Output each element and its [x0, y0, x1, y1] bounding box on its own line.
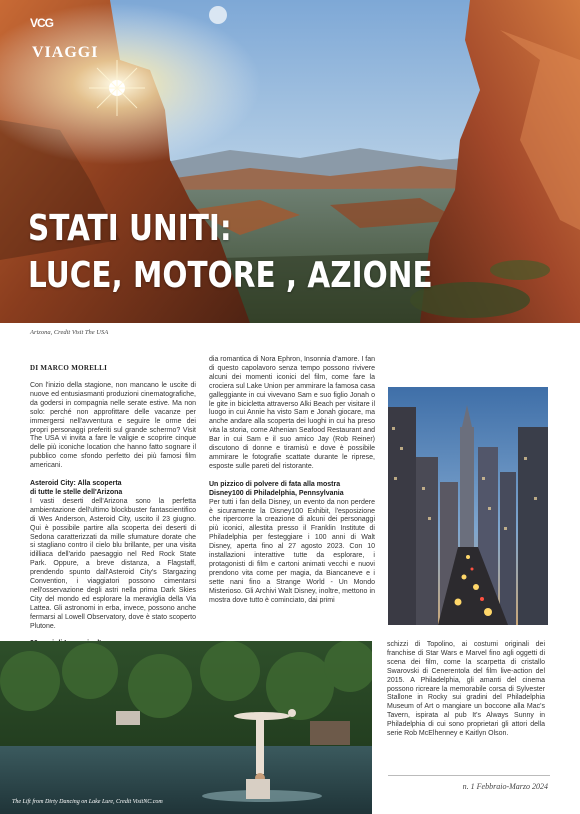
footer-divider [388, 775, 550, 776]
subheading-disney-1: Un pizzico di polvere di fata alla mostra [209, 480, 341, 488]
disney-paragraph: Per tutti i fan della Disney, un evento da non perdere è sicuramente la Disney100 Exhibit, l'esposizione che ripercorre la creazione di alcuni dei personaggi più iconici, allestita presso il Franklin Institute di Philadelphia per festeggiare i 100 anni di Walt Disney, aperta fino al 27 agosto 2023. Con 10 installazioni interattive tutte da esplorare, i protagonisti di film e cartoni animati vecchi e nuovi prendono vita come per magia, da Biancaneve e i sette nani fino a Strange World - Un Mondo Misterioso. Gli Archivi Walt Disney, inoltre, mettono in mostra dove tutto è cominciato, dai primi [209, 498, 375, 604]
article-headline [28, 205, 433, 299]
magazine-logo: VCG [30, 16, 54, 30]
issue-folio: n. 1 Febbraio-Marzo 2024 [462, 782, 548, 791]
disney-continued-paragraph: schizzi di Topolino, ai costumi originali dei franchise di Star Wars e Marvel fino agli oggetti di scena dei film, come la scarpetta di cristallo Swarovski di Cenerentola del film live-action del 2015. A Philadelphia, gli amanti del cinema possono ricreare la memorabile corsa di Sylvester Stallone in Rocky sui gradini del Philadelphia Museum of Art o mangiare un boccone alla Mac's Tavern, ispirata al pub It's Always Sunny in Philadelphia di cui sono proprietari gli attori della serie Rob McElhenney e Kaitlyn Olson. [387, 641, 545, 738]
philadelphia-city-photo [388, 387, 548, 625]
byline: DI MARCO MORELLI [30, 364, 108, 372]
subheading-disney-2: Disney100 di Philadelphia, Pennsylvania [209, 489, 344, 497]
section-label: VIAGGI [32, 44, 99, 61]
asteroid-city-paragraph: I vasti deserti dell'Arizona sono la perfetta ambientazione dell'ultimo blockbuster fantascientifico di Wes Anderson, Asteroid City, uscito il 23 giugno. Qui è possibile partire alla scoperta dei deserti di Sedona caratterizzati da mille sfumature dorate che si stagliano contro il cielo blu brillante, per una visita idilliaca dell'arido paesaggio nel Red Rock State Park. Oppure, a breve distanza, a Flagstaff, prendendo spunto dall'Asteroid City's Stargazing Convention, i viaggiatori possono cimentarsi nell'osservazione degli astri nella prima Dark Skies City del mondo ed esplorare la meraviglia della Via Lattea. Gli astronomi in erba, invece, possono anche fermarsi al Lowell Observatory, dove è stato scoperto Plutone. [30, 497, 196, 630]
lake-caption: The Lift from Dirty Dancing on Lake Lure, Credit VisitNC.com [12, 799, 163, 805]
subheading-asteroid-city-1: Asteroid City: Alla scoperta [30, 480, 122, 488]
lake-lure-photo [0, 641, 372, 814]
hero-caption: Arizona, Credit Visit The USA [30, 329, 109, 336]
seattle-continued-paragraph: dia romantica di Nora Ephron, Insonnia d'amore. I fan di questo capolavoro senza tempo possono rivivere alcuni dei momenti iconici del film, come fare la crociera sul Lake Union per ammirare la famosa casa galleggiante in cui vivevano Sam e suo figlio Jonah o le gite in bicicletta attraverso Alki Beach per visitare il luogo in cui Annie ha visto Sam e Jonah giocare, ma anche andare alla scoperta dei luoghi in cui ha preso vita la storia, come Athenian Seafood Restaurant and Bar in cui Sam e il suo amico Jay (Rob Reiner) discutono di donne e tiramisù e dove è possibile ammirare le fotografie scattate durante le riprese, esposte sulle pareti del ristorante. [209, 356, 375, 470]
headline-line-2: LUCE, MOTORE , AZIONE [28, 255, 433, 296]
article-column-3 [387, 641, 545, 748]
hero-image [0, 0, 580, 323]
article-column-2 [209, 356, 375, 614]
intro-paragraph: Con l'inizio della stagione, non mancano le uscite di nuove ed entusiasmanti produzioni cinematografiche, da godersi in compagnia nelle serate estive. Ma non solo: perché non approfittare delle vacanze per immergersi nell'avventura e seguire le orme dei propri personaggi preferiti sul grande schermo? Visit The USA vi invita a fare le valigie e scoprire cinque delle più iconiche location che hanno fatto sognare il pubblico come sfondo perfetto dei più famosi film americani. [30, 382, 196, 470]
headline-line-1: STATI UNITI: [28, 208, 232, 249]
subheading-asteroid-city-2: di tutte le stelle dell'Arizona [30, 488, 123, 496]
